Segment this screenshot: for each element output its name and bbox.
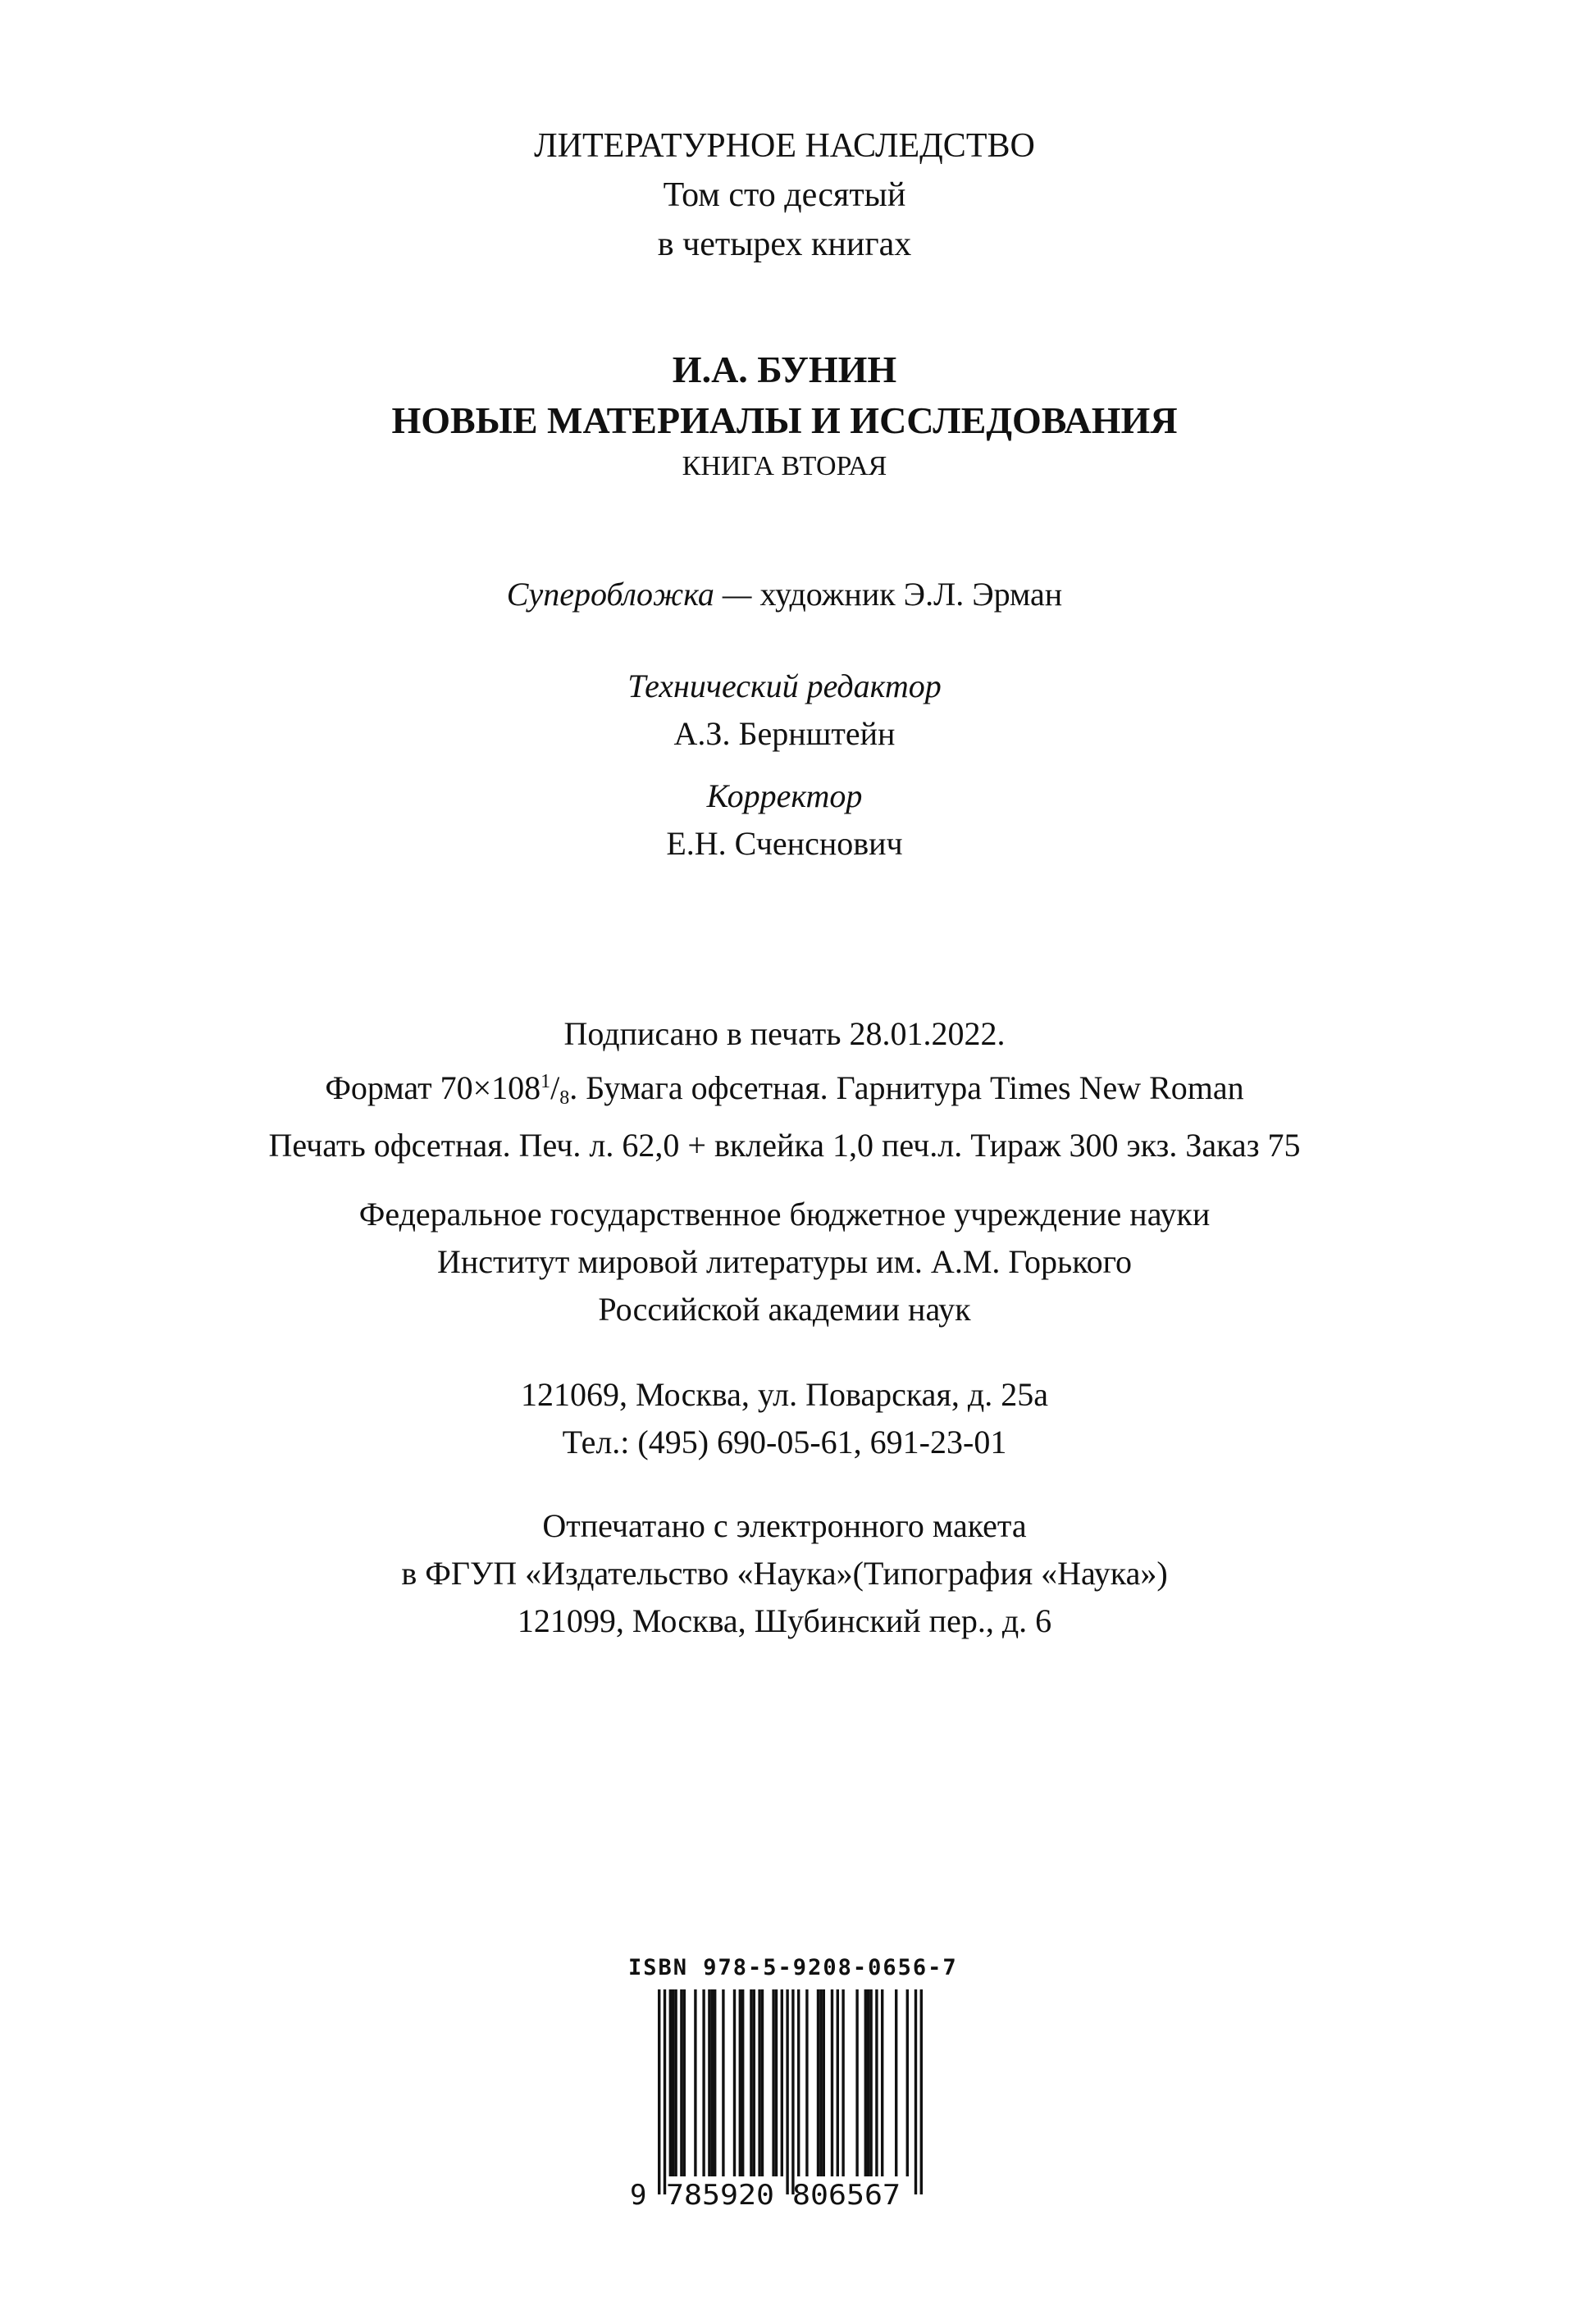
barcode-bar [867,1989,869,2176]
barcode-digits-right: 806567 [792,2179,901,2211]
corrector-credit [0,772,1569,868]
barcode-bar [714,1989,716,2176]
barcode-bar [658,1989,660,2194]
barcode-bar [733,1989,736,2176]
author-name: И.А. БУНИН [672,349,897,390]
barcode-bar [817,1989,819,2176]
corrector-role: Корректор [706,777,863,814]
barcode-bar [797,1989,800,2176]
barcode-bar [758,1989,760,2176]
barcode-bar [741,1989,744,2176]
barcode-bar [837,1989,839,2176]
barcode-bar [702,1989,705,2176]
barcode-bar [881,1989,883,2176]
book-number: КНИГА ВТОРАЯ [682,451,887,481]
print-details [0,1010,1569,1169]
barcode-bar [864,1989,867,2176]
barcode-bar [786,1989,788,2194]
barcode-bar [708,1989,710,2176]
publisher-line-3: Российской академии наук [598,1291,971,1328]
format-line: Формат $70\times 108^1/_8$. Бумага офсетная. Гарнитура Times New Roman [325,1069,1244,1109]
barcode-digit-first: 9 [630,2179,647,2211]
barcode-bar [722,1989,724,2176]
barcode-digits-left: 785920 [666,2179,774,2211]
publisher-line-1: Федеральное государственное бюджетное учреждение науки [358,1196,1211,1233]
printer-info [0,1502,1569,1645]
volume-number: Том сто десятый [663,176,906,214]
barcode-bar [805,1989,808,2176]
barcode-bar [753,1989,755,2176]
publisher-line-2: Институт мировой литературы им. А.М. Горького [436,1243,1133,1280]
barcode-bar [694,1989,696,2176]
barcode-bar [914,1989,917,2194]
barcode-bar [875,1989,878,2176]
barcode-bar [672,1989,674,2176]
barcode-bar [669,1989,672,2176]
cover-role: Супероблoжка — [506,576,752,613]
printer-line-1: Отпечатано с электронного макета [542,1507,1027,1544]
tech-editor-role: Технический редактор [627,668,942,704]
cover-credit [0,571,1569,618]
printer-line-2: в ФГУП «Издательство «Наука»(Типография «Наука») [401,1555,1168,1592]
barcode-bar [855,1989,858,2176]
barcode-bar [674,1989,677,2176]
barcode-bar [739,1989,741,2176]
phone-numbers: Тел.: (495) 690-05-61, 691-23-01 [562,1424,1007,1460]
street-address: 121069, Москва, ул. Поварская, д. 25а [521,1376,1048,1413]
barcode-bar [819,1989,822,2176]
barcode-bar [831,1989,833,2176]
barcode-bar [775,1989,778,2176]
barcode-bar [895,1989,897,2176]
cover-artist: художник Э.Л. Эрман [759,576,1063,613]
barcode-bar [664,1989,666,2194]
tech-editor-credit [0,663,1569,758]
print-run-line: Печать офсетная. Печ. л. 62,0 + вклейка 1,0 печ.л. Тираж 300 экз. Заказ 75 [268,1127,1301,1164]
printer-line-3: 121099, Москва, Шубинский пер., д. 6 [517,1602,1052,1639]
corrector-name: Е.Н. Сченснович [666,825,903,862]
barcode-bar [869,1989,872,2176]
series-name: ЛИТЕРАТУРНОЕ НАСЛЕДСТВО [534,127,1035,165]
barcode-bar [823,1989,825,2176]
signed-date: Подписано в печать 28.01.2022. [563,1015,1006,1052]
publisher-address [0,1371,1569,1466]
tech-editor-name: А.З. Бернштейн [673,715,896,752]
barcode-bar [791,1989,794,2194]
barcode-bar [842,1989,844,2176]
isbn-label: ISBN 978-5-9208-0656-7 [628,1955,958,1980]
barcode-bar [920,1989,923,2194]
barcode-bars [658,1989,923,2194]
series-header [0,121,1569,269]
main-title: НОВЫЕ МАТЕРИАЛЫ И ИССЛЕДОВАНИЯ [391,399,1178,441]
volume-books: в четырех книгах [657,226,912,263]
barcode-bar [781,1989,783,2176]
barcode-bar [683,1989,686,2176]
barcode-bar [772,1989,774,2176]
barcode-bar [761,1989,764,2176]
barcode-bar [680,1989,682,2176]
publisher-info [0,1191,1569,1333]
barcode-bar [711,1989,714,2176]
book-title [0,344,1569,487]
isbn-barcode [628,1989,940,2211]
barcode-bar [906,1989,909,2176]
barcode-bar [750,1989,752,2176]
